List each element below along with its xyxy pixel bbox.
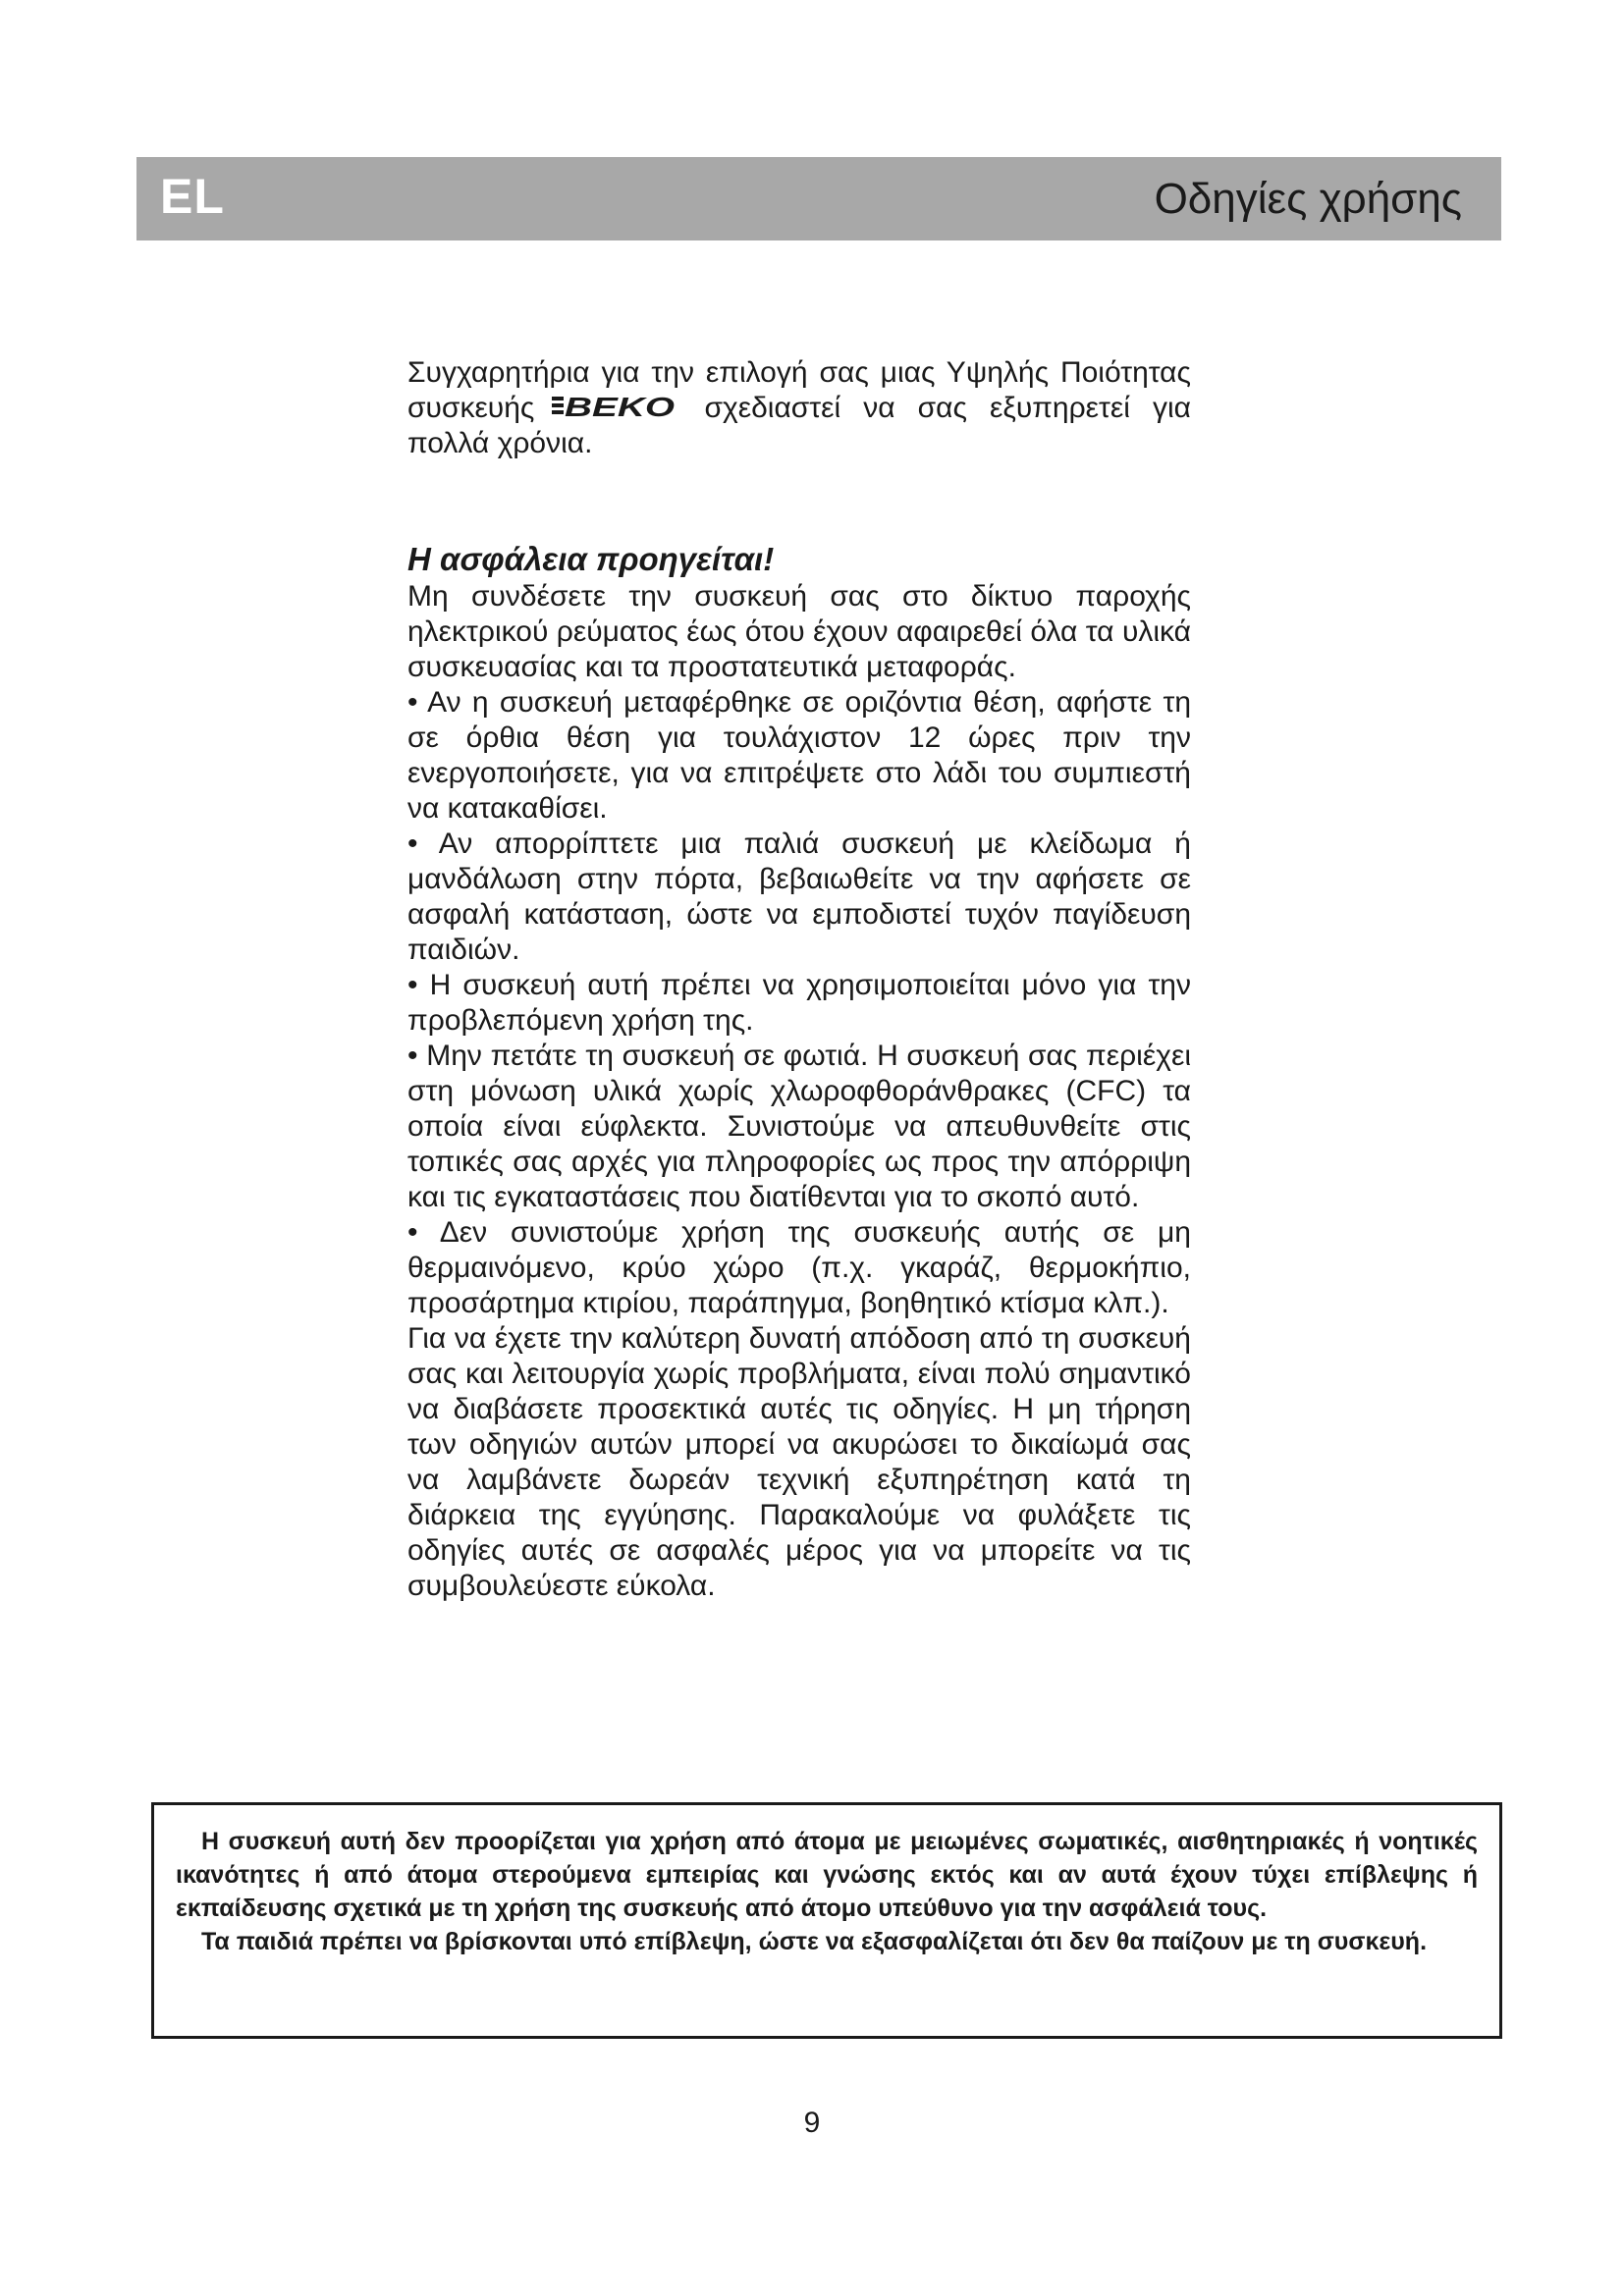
intro-text-after-logo: σχεδιαστεί να σας εξυπηρετεί για πολλά χρόνια. [407,392,1191,459]
closing-paragraph: Για να έχετε την καλύτερη δυνατή απόδοση από τη συσκευή σας και λειτουργία χωρίς προβλήματα, είναι πολύ σημαντικό να διαβάσετε προσεκτικά αυτές τις οδηγίες. Η μη τήρηση των οδηγιών αυτών μπορεί να ακυρώσει το δικαίωμά σας να λαμβάνετε δωρεάν τεχνική εξυπηρέτηση κατά τη διάρκεια της εγγύησης. Παρακαλούμε να φυλάξετε τις οδηγίες αυτές σε ασφαλές μέρος για να μπορείτε να τις συμβουλεύεστε εύκολα. [407,1322,1191,1602]
intro-paragraph [407,355,1191,461]
beko-logo [552,391,679,420]
list-item: • Δεν συνιστούμε χρήση της συσκευής αυτής σε μη θερμαινόμενο, κρύο χώρο (π.χ. γκαράζ, θερμοκήπιο, προσάρτημα κτιρίου, παράπηγμα, βοηθητικό κτίσμα κλπ.). [407,1216,1191,1319]
list-item: • Αν απορρίπτετε μια παλιά συσκευή με κλείδωμα ή μανδάλωση στην πόρτα, βεβαιωθείτε να την αφήσετε σε ασφαλή κατάσταση, ώστε να εμποδιστεί τυχόν παγίδευση παιδιών. [407,828,1191,966]
beko-logo-mark [552,392,675,420]
header-bar [136,157,1501,240]
intro-text-before-logo: Συγχαρητήρια για την επιλογή σας μιας Υψηλής Ποιότητας συσκευής [407,356,1191,424]
safety-heading: Η ασφάλεια προηγείται! [407,541,775,577]
list-item: • Μην πετάτε τη συσκευή σε φωτιά. Η συσκευή σας περιέχει στη μόνωση υλικά χωρίς χλωροφθοράνθρακες (CFC) τα οποία είναι εύφλεκτα. Συνιστούμε να απευθυνθείτε στις τοπικές σας αρχές για πληροφορίες ως προς την απόρριψη και τις εγκαταστάσεις που διατίθενται για το σκοπό αυτό. [407,1040,1192,1213]
document-title: Οδηγίες χρήσης [1154,175,1462,223]
page-number: 9 [803,2107,821,2139]
list-item: • Η συσκευή αυτή πρέπει να χρησιμοποιείται μόνο για την προβλεπόμενη χρήση της. [407,969,1191,1037]
safety-paragraph: Μη συνδέσετε την συσκευή σας στο δίκτυο παροχής ηλεκτρικού ρεύματος έως ότου έχουν αφαιρεθεί όλα τα υλικά συσκευασίας και τα προστατευτικά μεταφοράς. [407,580,1191,683]
beko-logo-text: BEKO [565,392,676,420]
list-item: • Αν η συσκευή μεταφέρθηκε σε οριζόντια θέση, αφήστε τη σε όρθια θέση για τουλάχιστον 12 ώρες πριν την ενεργοποιήσετε, για να επιτρέψετε στο λάδι του συμπιεστή να κατακαθίσει. [407,686,1191,825]
language-code: EL [160,169,225,224]
notice-box [151,1802,1502,2039]
bullet-icon: • [407,828,418,860]
notice-paragraph-1: Η συσκευή αυτή δεν προορίζεται για χρήση από άτομα με μειωμένες σωματικές, αισθητηριακές ή νοητικές ικανότητες ή από άτομα στερούμενα εμπειρίας και γνώσης εκτός και αν αυτά έχουν τύχει επίβλεψης ή εκπαίδευσης σχετικά με τη χρήση της συσκευής από άτομο υπεύθυνο για την ασφάλειά τους. [176,1828,1478,1922]
bullet-icon: • [407,1040,418,1072]
bullet-icon: • [407,1216,418,1249]
bullet-icon: • [407,686,418,719]
main-column [407,355,1191,1604]
notice-paragraph-2: Τα παιδιά πρέπει να βρίσκονται υπό επίβλεψη, ώστε να εξασφαλίζεται ότι δεν θα παίζουν με τη συσκευή. [201,1928,1428,1955]
bullet-icon: • [407,969,418,1001]
